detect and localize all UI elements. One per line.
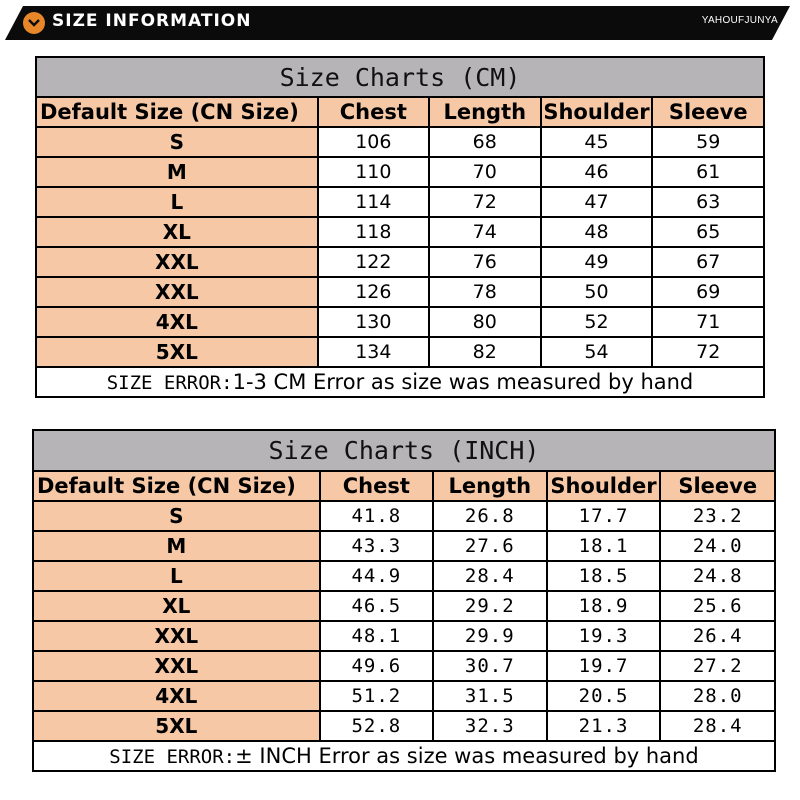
measurement-cell: 17.7 xyxy=(547,501,661,531)
measurement-cell: 41.8 xyxy=(320,501,433,531)
measurement-cell: 25.6 xyxy=(660,591,775,621)
measurement-cell: 26.4 xyxy=(660,621,775,651)
note-label: SIZE ERROR: xyxy=(106,372,233,394)
table-row xyxy=(33,681,775,711)
measurement-cell: 20.5 xyxy=(547,681,661,711)
measurement-cell: 46.5 xyxy=(320,591,433,621)
table-row xyxy=(36,337,764,367)
measurement-cell: 65 xyxy=(652,217,764,247)
measurement-cell: 76 xyxy=(429,247,541,277)
measurement-cell: 29.9 xyxy=(433,621,547,651)
measurement-cell: 106 xyxy=(318,127,429,157)
size-error-note xyxy=(36,367,764,397)
measurement-cell: 114 xyxy=(318,187,429,217)
column-header: Default Size (CN Size) xyxy=(33,471,320,501)
size-label: XL xyxy=(36,217,318,247)
measurement-cell: 78 xyxy=(429,277,541,307)
measurement-cell: 72 xyxy=(652,337,764,367)
chart-title: Size Charts (INCH) xyxy=(33,430,775,471)
measurement-cell: 26.8 xyxy=(433,501,547,531)
column-header: Length xyxy=(429,97,541,127)
measurement-cell: 68 xyxy=(429,127,541,157)
size-error-note xyxy=(33,741,775,771)
table-row xyxy=(33,531,775,561)
measurement-cell: 82 xyxy=(429,337,541,367)
measurement-cell: 19.7 xyxy=(547,651,661,681)
size-label: 4XL xyxy=(36,307,318,337)
measurement-cell: 49.6 xyxy=(320,651,433,681)
header-title: SIZE INFORMATION xyxy=(52,11,252,31)
column-header: Chest xyxy=(320,471,433,501)
measurement-cell: 50 xyxy=(541,277,653,307)
measurement-cell: 31.5 xyxy=(433,681,547,711)
size-chart-inch xyxy=(32,429,776,772)
measurement-cell: 51.2 xyxy=(320,681,433,711)
size-label: S xyxy=(33,501,320,531)
measurement-cell: 48 xyxy=(541,217,653,247)
measurement-cell: 130 xyxy=(318,307,429,337)
measurement-cell: 18.5 xyxy=(547,561,661,591)
measurement-cell: 21.3 xyxy=(547,711,661,741)
size-chart-cm xyxy=(35,56,765,398)
table-row xyxy=(36,157,764,187)
table-row xyxy=(33,501,775,531)
note-text: ± INCH Error as size was measured by hand xyxy=(235,744,699,768)
size-label: 5XL xyxy=(36,337,318,367)
column-header: Shoulder xyxy=(541,97,653,127)
measurement-cell: 63 xyxy=(652,187,764,217)
table-row xyxy=(33,561,775,591)
chart-title: Size Charts (CM) xyxy=(36,57,764,97)
table-row xyxy=(36,187,764,217)
size-label: M xyxy=(36,157,318,187)
measurement-cell: 28.0 xyxy=(660,681,775,711)
size-label: S xyxy=(36,127,318,157)
measurement-cell: 61 xyxy=(652,157,764,187)
table-row xyxy=(36,247,764,277)
measurement-cell: 28.4 xyxy=(433,561,547,591)
table-row xyxy=(36,307,764,337)
measurement-cell: 19.3 xyxy=(547,621,661,651)
measurement-cell: 27.2 xyxy=(660,651,775,681)
brand-label: YAHOUFJUNYA xyxy=(701,15,778,26)
size-label: XL xyxy=(33,591,320,621)
note-cell xyxy=(33,741,775,771)
measurement-cell: 44.9 xyxy=(320,561,433,591)
size-label: XXL xyxy=(36,277,318,307)
measurement-cell: 54 xyxy=(541,337,653,367)
column-header: Sleeve xyxy=(652,97,764,127)
measurement-cell: 43.3 xyxy=(320,531,433,561)
measurement-cell: 126 xyxy=(318,277,429,307)
table-row xyxy=(33,711,775,741)
measurement-cell: 69 xyxy=(652,277,764,307)
measurement-cell: 45 xyxy=(541,127,653,157)
measurement-cell: 52 xyxy=(541,307,653,337)
measurement-cell: 67 xyxy=(652,247,764,277)
column-header: Chest xyxy=(318,97,429,127)
measurement-cell: 27.6 xyxy=(433,531,547,561)
size-label: L xyxy=(36,187,318,217)
measurement-cell: 71 xyxy=(652,307,764,337)
measurement-cell: 29.2 xyxy=(433,591,547,621)
size-label: M xyxy=(33,531,320,561)
note-label: SIZE ERROR: xyxy=(109,746,236,768)
measurement-cell: 46 xyxy=(541,157,653,187)
size-label: XXL xyxy=(36,247,318,277)
table-row xyxy=(36,277,764,307)
size-label: XXL xyxy=(33,621,320,651)
size-label: 5XL xyxy=(33,711,320,741)
measurement-cell: 74 xyxy=(429,217,541,247)
measurement-cell: 134 xyxy=(318,337,429,367)
measurement-cell: 32.3 xyxy=(433,711,547,741)
column-header: Sleeve xyxy=(660,471,775,501)
header-row xyxy=(33,471,775,501)
measurement-cell: 23.2 xyxy=(660,501,775,531)
column-header: Shoulder xyxy=(547,471,661,501)
table-row xyxy=(36,127,764,157)
column-header: Default Size (CN Size) xyxy=(36,97,318,127)
measurement-cell: 48.1 xyxy=(320,621,433,651)
measurement-cell: 52.8 xyxy=(320,711,433,741)
note-text: 1-3 CM Error as size was measured by hand xyxy=(232,370,694,394)
measurement-cell: 122 xyxy=(318,247,429,277)
measurement-cell: 28.4 xyxy=(660,711,775,741)
size-label: 4XL xyxy=(33,681,320,711)
note-cell xyxy=(36,367,764,397)
size-label: L xyxy=(33,561,320,591)
measurement-cell: 24.8 xyxy=(660,561,775,591)
measurement-cell: 72 xyxy=(429,187,541,217)
measurement-cell: 59 xyxy=(652,127,764,157)
measurement-cell: 49 xyxy=(541,247,653,277)
table-row xyxy=(33,651,775,681)
table-row xyxy=(33,591,775,621)
measurement-cell: 80 xyxy=(429,307,541,337)
measurement-cell: 118 xyxy=(318,217,429,247)
measurement-cell: 47 xyxy=(541,187,653,217)
measurement-cell: 70 xyxy=(429,157,541,187)
measurement-cell: 18.1 xyxy=(547,531,661,561)
table-row xyxy=(33,621,775,651)
measurement-cell: 110 xyxy=(318,157,429,187)
measurement-cell: 18.9 xyxy=(547,591,661,621)
table-row xyxy=(36,217,764,247)
chevron-down-icon xyxy=(23,12,45,34)
size-label: XXL xyxy=(33,651,320,681)
measurement-cell: 24.0 xyxy=(660,531,775,561)
measurement-cell: 30.7 xyxy=(433,651,547,681)
column-header: Length xyxy=(433,471,547,501)
header-row xyxy=(36,97,764,127)
